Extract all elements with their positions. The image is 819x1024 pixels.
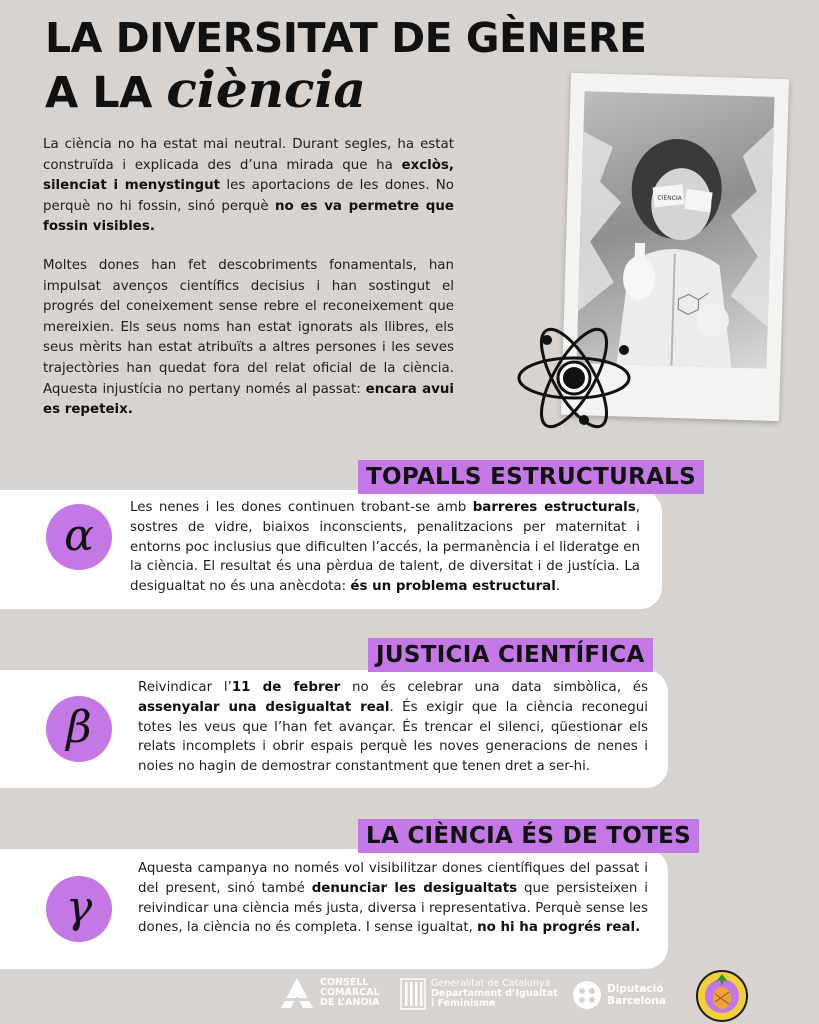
logo-pineapple — [696, 970, 748, 1022]
atom-icon — [514, 318, 634, 438]
logo1-line-3: DE L’ANOIA — [320, 997, 380, 1008]
pineapple-icon — [696, 970, 748, 1022]
logo2-line-1: Generalitat de Catalunya — [431, 978, 551, 989]
body-text: Aquesta campanya no només vol visibilitzar dones científiques del passat i del present, sinó també — [138, 861, 648, 896]
body-text: no és celebrar una data simbòlica, és — [340, 680, 648, 695]
subtitle-script: ciència — [166, 60, 366, 119]
body-text: La ciència no ha estat mai neutral. Durant segles, ha estat construïda i explicada des d’una mirada que ha — [43, 137, 454, 173]
subtitle-prefix: A LA — [45, 68, 152, 118]
emphasis-text: barreres estructurals — [472, 500, 636, 515]
intro-paragraph-2 — [43, 256, 454, 421]
body-text: . — [555, 579, 561, 595]
diputacio-logo-icon — [572, 980, 602, 1010]
section-card-2 — [0, 670, 668, 788]
emphasis-text: encara avui es repeteix. — [43, 381, 455, 418]
logo-consell-comarcal — [279, 976, 380, 1010]
emphasis-text: és un problema estructural — [350, 579, 556, 595]
section-heading-3: LA CIÈNCIA ÉS DE TOTES — [358, 819, 699, 853]
section-text-1 — [130, 498, 640, 597]
logo2-line-2: Departament d’Igualtat — [431, 988, 558, 999]
footer-logos — [0, 970, 819, 1024]
alpha-icon: α — [46, 504, 112, 570]
logo1-line-1: CONSELL — [320, 977, 369, 988]
intro-paragraph-1 — [43, 135, 454, 238]
logo-diputacio — [572, 980, 666, 1010]
body-text: les aportacions de les dones. No perquè no hi fossin, sinó perquè — [43, 178, 454, 214]
page-title: LA DIVERSITAT DE GÈNERE — [45, 14, 647, 62]
body-text: , sostres de vidre, biaixos inconscients, penalitzacions per maternitat i entorns poc inclusius que dificulten l’accés, la permanència i el lideratge en la ciència. El resultat és una pèrdua de talent, de diversitat i de justícia. La desigualtat no és una anècdota: — [130, 500, 640, 595]
logo3-line-1: Diputació — [607, 983, 664, 995]
body-text: Les nenes i les dones continuen trobant-se amb — [130, 500, 473, 515]
gamma-icon: γ — [46, 876, 112, 942]
emphasis-text: no es va permetre que fossin visibles. — [43, 198, 455, 235]
section-text-2 — [138, 678, 648, 777]
page-subtitle — [45, 60, 366, 119]
section-card-3 — [0, 849, 668, 969]
generalitat-logo-icon — [400, 978, 426, 1010]
section-heading-1: TOPALLS ESTRUCTURALS — [358, 460, 704, 494]
emphasis-text: assenyalar una desigualtat real — [138, 699, 390, 715]
logo3-line-2: Barcelona — [607, 995, 666, 1007]
body-text: Reivindicar l’ — [138, 680, 232, 695]
body-text: Moltes dones han fet descobriments fonamentals, han impulsat avenços científics decisius i han sostingut el progrés del coneixement sense rebre el reconeixement que mereixien. Els seus noms han estat ignorats als llibres, els seus mèrits han estat atribuïts a altres persones i les seves trajectòries han quedat fora del relat oficial de la ciència. Aquesta injustícia no pertany només al passat: — [43, 258, 454, 397]
section-text-3 — [138, 859, 648, 938]
emphasis-text: denunciar les desigualtats — [311, 880, 518, 896]
section-heading-2: JUSTICIA CIENTÍFICA — [368, 638, 653, 672]
body-text: que persisteixen i reivindicar una ciència més justa, diversa i representativa. Perquè sense les dones, la ciència no és completa. I sense igualtat, — [138, 880, 648, 936]
logo2-line-3: i Feminisme — [431, 998, 496, 1009]
body-text: . És exigir que la ciència reconegui totes les veus que l’han fet avançar. És trencar el silenci, qüestionar els relats incomplets i obrir espais perquè les noves generacions de nenes i noies no hagin de demostrar constantment que tenen dret a ser-hi. — [138, 699, 648, 775]
logo1-line-2: COMARCAL — [320, 987, 380, 998]
emphasis-text: 11 de febrer — [231, 680, 341, 695]
note-label: CIÈNCIA — [657, 194, 682, 203]
beta-icon: β — [46, 696, 112, 762]
section-card-1 — [0, 490, 662, 609]
logo-generalitat — [400, 978, 558, 1010]
emphasis-text: exclòs, silenciat i menystingut — [43, 157, 454, 194]
consell-logo-icon — [279, 976, 315, 1010]
emphasis-text: no hi ha progrés real. — [477, 920, 641, 936]
